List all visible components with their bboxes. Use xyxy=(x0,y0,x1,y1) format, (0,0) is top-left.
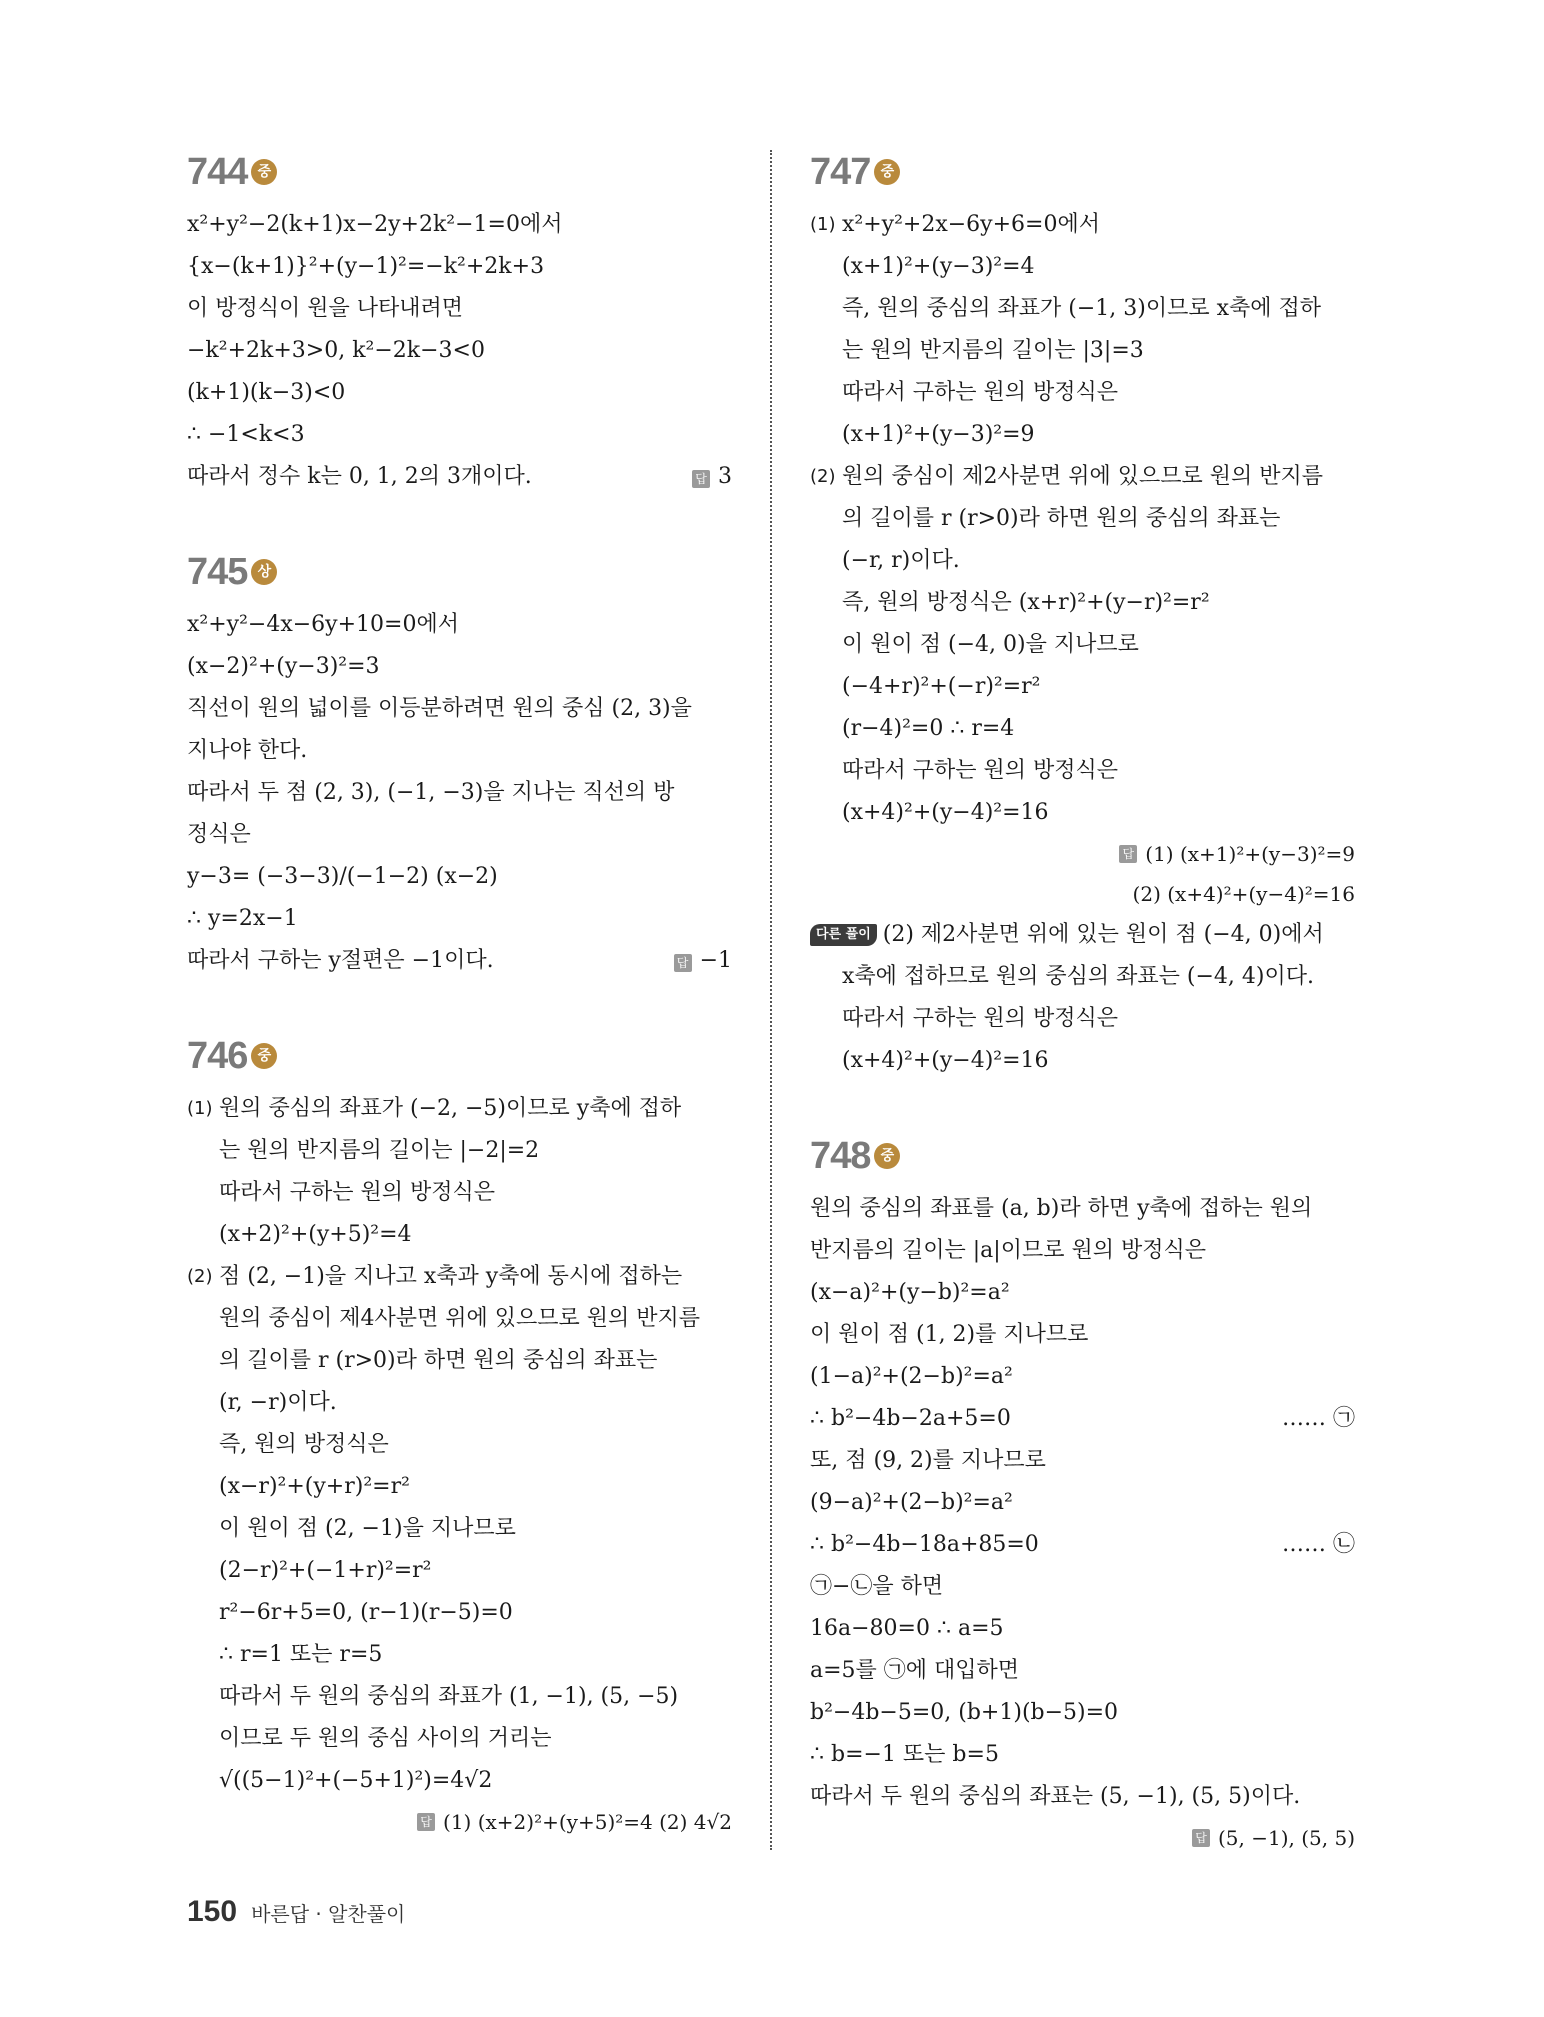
solution-line: 즉, 원의 중심의 좌표가 (−1, 3)이므로 x축에 접하 xyxy=(842,296,1321,321)
solution-line: x²+y²−2(k+1)x−2y+2k²−1=0에서 xyxy=(187,212,563,237)
answer xyxy=(810,834,1355,874)
solution-line: 이 원이 점 (2, −1)을 지나므로 xyxy=(219,1516,516,1541)
solution-line: 16a−80=0 ∴ a=5 xyxy=(810,1616,1004,1641)
solution-line xyxy=(810,914,1355,956)
problem-number: 746 xyxy=(187,1034,248,1077)
solution-line xyxy=(187,1256,732,1298)
solution-line: 따라서 두 원의 중심의 좌표는 (5, −1), (5, 5)이다. xyxy=(810,1784,1301,1809)
answer-mark-icon: 답 xyxy=(417,1813,435,1831)
solution-line xyxy=(187,1088,732,1130)
answer xyxy=(810,1818,1355,1858)
answer-text: (1) (x+1)²+(y−3)²=9 xyxy=(1145,842,1355,866)
answer xyxy=(674,940,732,982)
solution-line: 정식은 xyxy=(187,822,251,847)
solution-line: 따라서 구하는 원의 방정식은 xyxy=(842,1006,1119,1031)
solution-line: (k+1)(k−3)<0 xyxy=(187,380,346,405)
solution-line xyxy=(187,940,732,982)
solution-line: ∴ −1<k<3 xyxy=(187,422,305,447)
solution-line: 는 원의 반지름의 길이는 |3|=3 xyxy=(842,338,1144,363)
problem-748 xyxy=(810,1134,1355,1858)
answer-text: 3 xyxy=(718,464,732,489)
solution-line: (−4+r)²+(−r)²=r² xyxy=(842,674,1041,699)
solution-line: x축에 접하므로 원의 중심의 좌표는 (−4, 4)이다. xyxy=(842,964,1314,989)
solution-line: (x+1)²+(y−3)²=9 xyxy=(842,422,1035,447)
solution-line: b²−4b−5=0, (b+1)(b−5)=0 xyxy=(810,1700,1119,1725)
solution-line: 즉, 원의 방정식은 (x+r)²+(y−r)²=r² xyxy=(842,590,1210,615)
answer xyxy=(810,874,1355,914)
solution-line: 또, 점 (9, 2)를 지나므로 xyxy=(810,1448,1046,1473)
answer-text: (5, −1), (5, 5) xyxy=(1217,1826,1355,1850)
left-column xyxy=(187,150,732,1894)
solution-line: r²−6r+5=0, (r−1)(r−5)=0 xyxy=(219,1600,513,1625)
problem-number: 744 xyxy=(187,150,248,193)
solution-line: x²+y²−4x−6y+10=0에서 xyxy=(187,612,459,637)
problem-header xyxy=(187,1034,732,1078)
solution-line: 지나야 한다. xyxy=(187,738,308,763)
solution-line: 의 길이를 r (r>0)라 하면 원의 중심의 좌표는 xyxy=(219,1348,658,1373)
answer-text: −1 xyxy=(699,948,732,973)
solution-line: 따라서 두 원의 중심의 좌표가 (1, −1), (5, −5) xyxy=(219,1684,679,1709)
solution-line: (r, −r)이다. xyxy=(219,1390,337,1415)
solution-line xyxy=(810,1398,1355,1440)
solution-text: (2) 제2사분면 위에 있는 원이 점 (−4, 0)에서 xyxy=(882,922,1324,947)
part-label: (2) xyxy=(810,466,836,487)
solution-line: √((5−1)²+(−5+1)²)=4√2 xyxy=(219,1768,493,1793)
problem-header xyxy=(187,550,732,594)
solution-text: 따라서 구하는 y절편은 −1이다. xyxy=(187,948,494,973)
difficulty-badge: 중 xyxy=(874,1143,900,1169)
part-label: (2) xyxy=(187,1266,213,1287)
solution-line: 반지름의 길이는 |a|이므로 원의 방정식은 xyxy=(810,1238,1206,1263)
equation-marker: …… ㉡ xyxy=(1282,1532,1355,1557)
solution-line: (−r, r)이다. xyxy=(842,548,960,573)
solution-line: (r−4)²=0 ∴ r=4 xyxy=(842,716,1015,741)
solution-text: x²+y²+2x−6y+6=0에서 xyxy=(842,212,1100,237)
solution-line: (x+2)²+(y+5)²=4 xyxy=(219,1222,412,1247)
problem-747 xyxy=(810,150,1355,1082)
answer-mark-icon: 답 xyxy=(1192,1829,1210,1847)
solution-line xyxy=(187,456,732,498)
solution-line: {x−(k+1)}²+(y−1)²=−k²+2k+3 xyxy=(187,254,545,279)
solution-line: (x−2)²+(y−3)²=3 xyxy=(187,654,380,679)
book-title: 바른답 · 알찬풀이 xyxy=(251,1902,406,1926)
problem-header xyxy=(810,150,1355,194)
solution-line: 이 원이 점 (−4, 0)을 지나므로 xyxy=(842,632,1139,657)
solution-line: (1−a)²+(2−b)²=a² xyxy=(810,1364,1013,1389)
answer xyxy=(692,456,732,498)
difficulty-badge: 중 xyxy=(251,159,277,185)
solution-line: (x+1)²+(y−3)²=4 xyxy=(842,254,1035,279)
answer-mark-icon: 답 xyxy=(1119,845,1137,863)
solution-line: 따라서 구하는 원의 방정식은 xyxy=(842,758,1119,783)
problem-number: 748 xyxy=(810,1134,871,1177)
alt-solution-tag: 다른 풀이 xyxy=(810,924,877,946)
solution-line: ㉠−㉡을 하면 xyxy=(810,1574,944,1599)
part-label: (1) xyxy=(187,1098,213,1119)
solution-line: 는 원의 반지름의 길이는 |−2|=2 xyxy=(219,1138,540,1163)
solution-line: (2−r)²+(−1+r)²=r² xyxy=(219,1558,432,1583)
solution-line: 원의 중심이 제4사분면 위에 있으므로 원의 반지름 xyxy=(219,1306,700,1331)
solution-line: ∴ r=1 또는 r=5 xyxy=(219,1642,383,1667)
solution-line: 의 길이를 r (r>0)라 하면 원의 중심의 좌표는 xyxy=(842,506,1281,531)
solution-line: 이 원이 점 (1, 2)를 지나므로 xyxy=(810,1322,1089,1347)
solution-line: ∴ y=2x−1 xyxy=(187,906,298,931)
problem-header xyxy=(187,150,732,194)
difficulty-badge: 상 xyxy=(251,559,277,585)
problem-number: 745 xyxy=(187,550,248,593)
fraction-line: y−3= (−3−3)/(−1−2) (x−2) xyxy=(187,864,498,889)
solution-line: (x−a)²+(y−b)²=a² xyxy=(810,1280,1010,1305)
answer-mark-icon: 답 xyxy=(674,954,692,972)
solution-text: ∴ b²−4b−2a+5=0 xyxy=(810,1406,1011,1431)
solution-line xyxy=(810,1524,1355,1566)
solution-line: 따라서 구하는 원의 방정식은 xyxy=(219,1180,496,1205)
column-divider xyxy=(770,150,772,1850)
solution-line: (x+4)²+(y−4)²=16 xyxy=(842,800,1049,825)
solution-line: 직선이 원의 넓이를 이등분하려면 원의 중심 (2, 3)을 xyxy=(187,696,692,721)
part-label: (1) xyxy=(810,214,836,235)
equation-marker: …… ㉠ xyxy=(1282,1406,1355,1431)
solution-line: (x+4)²+(y−4)²=16 xyxy=(842,1048,1049,1073)
difficulty-badge: 중 xyxy=(251,1043,277,1069)
solution-line xyxy=(810,204,1355,246)
solution-line: (9−a)²+(2−b)²=a² xyxy=(810,1490,1013,1515)
solution-line: a=5를 ㉠에 대입하면 xyxy=(810,1658,1020,1683)
page-number: 150 xyxy=(187,1895,238,1928)
problem-746 xyxy=(187,1034,732,1842)
solution-text: 원의 중심의 좌표가 (−2, −5)이므로 y축에 접하 xyxy=(219,1096,682,1121)
answer-mark-icon: 답 xyxy=(692,470,710,488)
difficulty-badge: 중 xyxy=(874,159,900,185)
page-footer xyxy=(187,1895,405,1929)
solution-line: −k²+2k+3>0, k²−2k−3<0 xyxy=(187,338,485,363)
solution-line: 원의 중심의 좌표를 (a, b)라 하면 y축에 접하는 원의 xyxy=(810,1196,1313,1221)
solution-text: ∴ b²−4b−18a+85=0 xyxy=(810,1532,1039,1557)
solution-text: 원의 중심이 제2사분면 위에 있으므로 원의 반지름 xyxy=(842,464,1323,489)
solution-line: 따라서 구하는 원의 방정식은 xyxy=(842,380,1119,405)
solution-line: 이 방정식이 원을 나타내려면 xyxy=(187,296,464,321)
solution-line: ∴ b=−1 또는 b=5 xyxy=(810,1742,999,1767)
solution-text: 따라서 정수 k는 0, 1, 2의 3개이다. xyxy=(187,464,532,489)
answer-text: (2) (x+4)²+(y−4)²=16 xyxy=(1132,882,1355,906)
problem-745 xyxy=(187,550,732,982)
answer-text: (1) (x+2)²+(y+5)²=4 (2) 4√2 xyxy=(443,1810,732,1834)
problem-header xyxy=(810,1134,1355,1178)
answer xyxy=(187,1802,732,1842)
problem-744 xyxy=(187,150,732,498)
solution-line: 즉, 원의 방정식은 xyxy=(219,1432,389,1457)
solution-line: (x−r)²+(y+r)²=r² xyxy=(219,1474,410,1499)
solution-line: 이므로 두 원의 중심 사이의 거리는 xyxy=(219,1726,552,1751)
solution-text: 점 (2, −1)을 지나고 x축과 y축에 동시에 접하는 xyxy=(219,1264,683,1289)
solution-line xyxy=(810,456,1355,498)
right-column xyxy=(810,150,1355,1910)
solution-line: 따라서 두 점 (2, 3), (−1, −3)을 지나는 직선의 방 xyxy=(187,780,675,805)
problem-number: 747 xyxy=(810,150,871,193)
